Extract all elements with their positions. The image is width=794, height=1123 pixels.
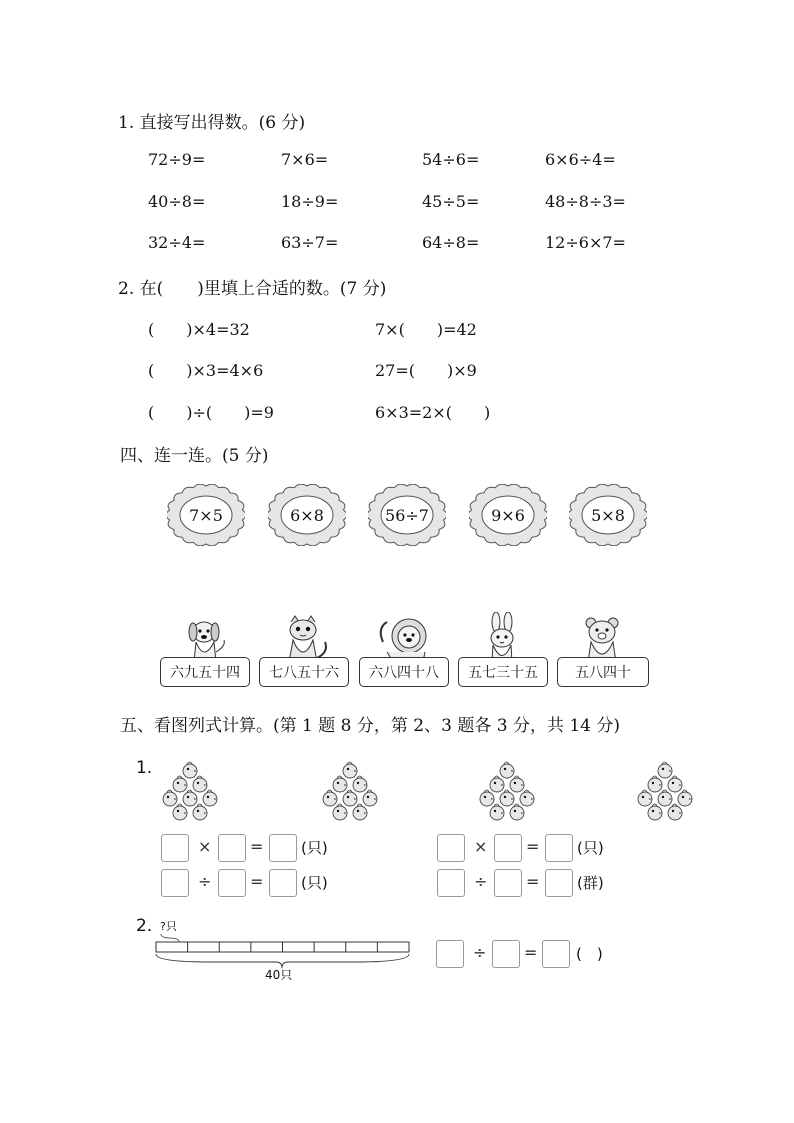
answer-box[interactable]	[436, 940, 464, 968]
unit-label: (群)	[577, 874, 604, 892]
animal-answer-box[interactable]: 六九五十四	[160, 657, 250, 687]
operator: ×	[198, 837, 212, 856]
answer-box[interactable]	[494, 834, 522, 862]
arithmetic-item: 40÷8=	[148, 192, 206, 211]
animal-answer-box[interactable]: 五八四十	[557, 657, 649, 687]
flower-expression: 6×8	[290, 505, 324, 525]
arithmetic-item: 12÷6×7=	[545, 233, 626, 252]
equals-sign: =	[250, 872, 264, 891]
answer-box[interactable]	[545, 834, 573, 862]
arithmetic-item: 48÷8÷3=	[545, 192, 626, 211]
fill-blank-item[interactable]: 27=( )×9	[375, 361, 477, 380]
fill-blank-item[interactable]: 6×3=2×( )	[375, 403, 491, 422]
equals-sign: =	[250, 837, 264, 856]
chick-group-icon	[156, 760, 222, 822]
section-5-title: 五、看图列式计算。(第 1 题 8 分，第 2、3 题各 3 分，共 14 分)	[120, 716, 621, 736]
arithmetic-item: 54÷6=	[422, 150, 480, 169]
flower-expression: 7×5	[189, 505, 223, 525]
fill-blank-item[interactable]: ( )×3=4×6	[148, 361, 264, 380]
answer-box[interactable]	[437, 834, 465, 862]
answer-box[interactable]	[269, 869, 297, 897]
question-5-1-number: 1.	[136, 758, 153, 778]
arithmetic-item: 64÷8=	[422, 233, 480, 252]
chick-pyramid-icon	[316, 760, 382, 820]
flower-card[interactable]	[268, 484, 346, 546]
unit-blank[interactable]: ( )	[576, 945, 603, 963]
answer-box[interactable]	[161, 834, 189, 862]
fill-blank-item[interactable]: ( )×4=32	[148, 320, 250, 339]
chick-pyramid-icon	[473, 760, 539, 820]
unit-label: (只)	[577, 839, 604, 857]
arithmetic-item: 32÷4=	[148, 233, 206, 252]
operator: ÷	[473, 943, 487, 962]
chick-group-icon	[473, 760, 539, 822]
fill-blank-item[interactable]: ( )÷( )=9	[148, 403, 274, 422]
chick-pyramid-icon	[631, 760, 697, 820]
chick-group-icon	[631, 760, 697, 822]
chick-pyramid-icon	[156, 760, 222, 820]
answer-box[interactable]	[542, 940, 570, 968]
unit-label: (只)	[301, 839, 328, 857]
animal-answer-box[interactable]: 五七三十五	[458, 657, 548, 687]
fill-blank-item[interactable]: 7×( )=42	[375, 320, 477, 339]
question-1-title: 1. 直接写出得数。(6 分)	[118, 113, 306, 133]
answer-box[interactable]	[494, 869, 522, 897]
question-2-title: 2. 在( )里填上合适的数。(7 分)	[118, 279, 387, 299]
answer-box[interactable]	[269, 834, 297, 862]
section-4-title: 四、连一连。(5 分)	[120, 446, 269, 466]
answer-box[interactable]	[218, 869, 246, 897]
equals-sign: =	[524, 943, 538, 962]
arithmetic-item: 7×6=	[281, 150, 329, 169]
arithmetic-item: 45÷5=	[422, 192, 480, 211]
arithmetic-item: 63÷7=	[281, 233, 339, 252]
operator: ÷	[198, 872, 212, 891]
operator: ×	[474, 837, 488, 856]
arithmetic-item: 18÷9=	[281, 192, 339, 211]
arithmetic-item: 72÷9=	[148, 150, 206, 169]
bar-part-label: ?只	[160, 920, 177, 933]
flower-card[interactable]	[569, 484, 647, 546]
animal-answer-box[interactable]: 六八四十八	[359, 657, 449, 687]
flower-card[interactable]	[469, 484, 547, 546]
operator: ÷	[474, 872, 488, 891]
arithmetic-item: 6×6÷4=	[545, 150, 616, 169]
question-5-2-number: 2.	[136, 916, 153, 936]
answer-box[interactable]	[437, 869, 465, 897]
flower-card[interactable]	[368, 484, 446, 546]
flower-expression: 5×8	[591, 505, 625, 525]
bar-total-label: 40只	[265, 968, 293, 982]
flower-expression: 56÷7	[385, 505, 429, 525]
equals-sign: =	[526, 872, 540, 891]
animal-answer-box[interactable]: 七八五十六	[259, 657, 349, 687]
flower-card[interactable]	[167, 484, 245, 546]
answer-box[interactable]	[218, 834, 246, 862]
unit-label: (只)	[301, 874, 328, 892]
equals-sign: =	[526, 837, 540, 856]
segment-bar-diagram	[150, 928, 415, 970]
chick-group-icon	[316, 760, 382, 822]
flower-expression: 9×6	[491, 505, 525, 525]
answer-box[interactable]	[492, 940, 520, 968]
answer-box[interactable]	[545, 869, 573, 897]
answer-box[interactable]	[161, 869, 189, 897]
